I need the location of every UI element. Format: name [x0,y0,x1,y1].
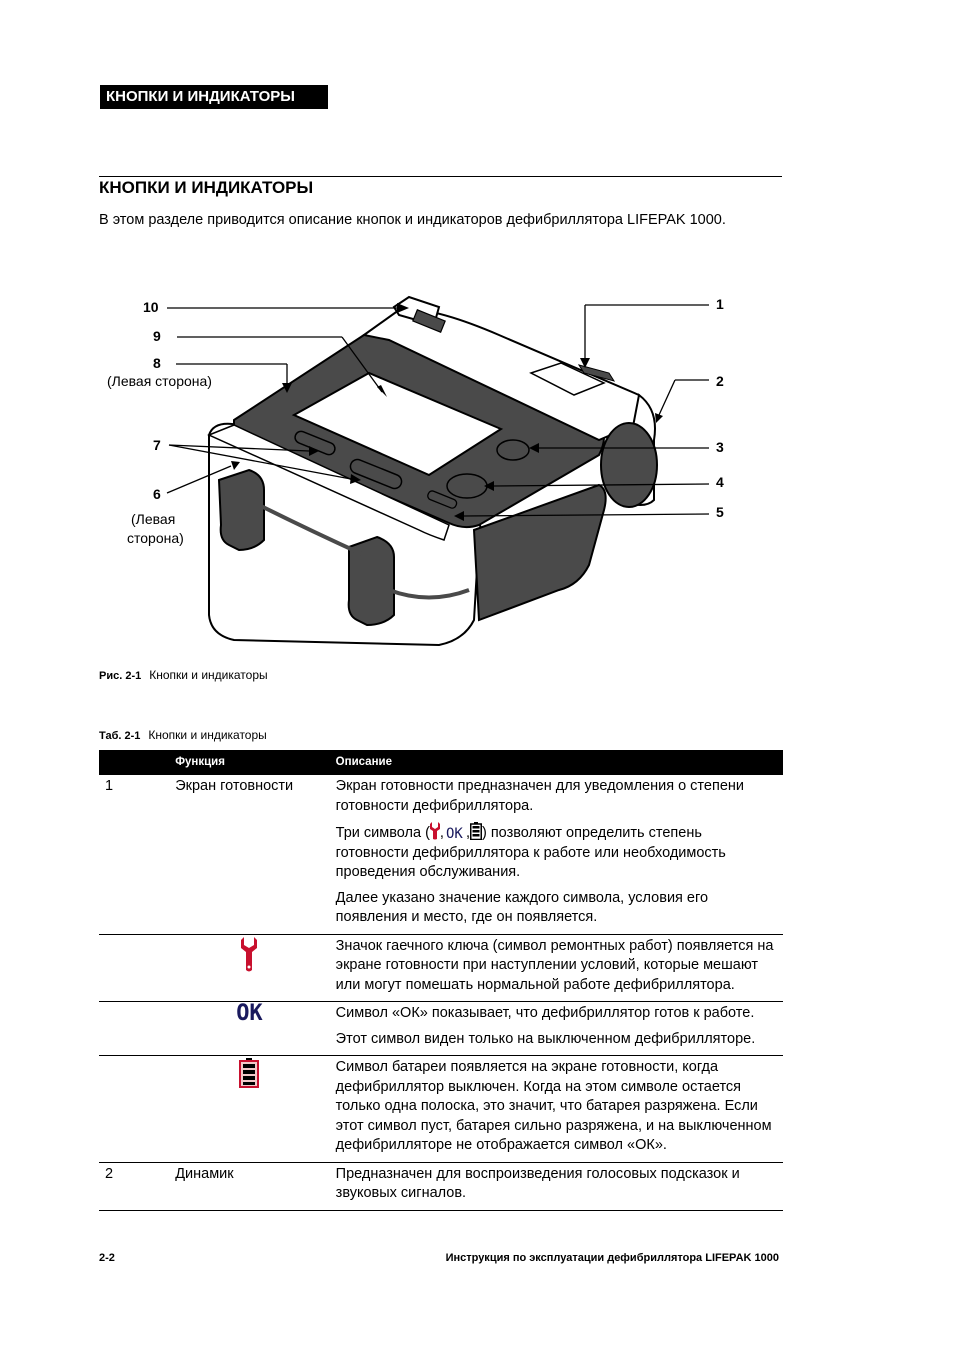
ok-icon [444,824,466,840]
device-figure [99,285,782,655]
table-row [99,1056,783,1163]
button-4 [447,474,487,498]
table-row [99,1162,783,1210]
row2-function: Динамик [169,1162,329,1210]
table-row [99,934,783,1002]
row1-function: Экран готовности [169,775,329,934]
callout-10: 10 [143,299,159,315]
section-rule [99,176,782,177]
row1-para3: Далее указано значение каждого символа, условия его появления и место, где он появляется. [335,889,709,925]
table-caption-number: Таб. 2-1 [99,730,141,742]
header-description: Описание [330,750,783,775]
pad-left [219,470,264,550]
callout-7: 7 [153,437,161,453]
header-tab: КНОПКИ И ИНДИКАТОРЫ [100,85,328,109]
battery-icon [470,822,482,840]
row2-description: Предназначен для воспроизведения голосовых подсказок и звуковых сигналов. [330,1162,783,1210]
ok-row-description [330,1002,783,1056]
wrench-row-icon-cell [169,934,329,1002]
row1-para2-before: Три символа ( [335,825,430,841]
callout-6-side-label-line2: сторона) [127,530,184,546]
callout-8: 8 [153,355,161,371]
table-header-row [99,750,783,775]
row1-para2 [336,822,777,883]
page-number: 2-2 [99,1252,115,1264]
row1-num: 1 [99,775,169,934]
row1-para2-sep2: , [465,825,470,841]
row2-num: 2 [99,1162,169,1210]
table-row [99,775,783,934]
callout-1: 1 [716,296,724,312]
device-illustration [99,285,782,655]
callout-3: 3 [716,439,724,455]
buttons-indicators-table [99,750,783,1211]
intro-text: В этом разделе приводится описание кнопок и индикаторов дефибриллятора LIFEPAK 1000. [99,212,726,228]
callout-8-side-label: (Левая сторона) [107,373,212,389]
figure-caption [99,668,268,682]
wrench-row-description: Значок гаечного ключа (символ ремонтных работ) появляется на экране готовности при наступлении условий, которые мешают или могут помешать нормальной работе дефибриллятора. [330,934,783,1002]
callout-9: 9 [153,328,161,344]
battery-row-num [99,1056,169,1163]
ok-icon: OK [236,1001,263,1026]
ok-row-num [99,1002,169,1056]
speaker-end [601,423,657,507]
callout-6-side-label-line1: (Левая [131,511,176,527]
battery-row-icon-cell [169,1056,329,1163]
table-caption-text: Кнопки и индикаторы [148,728,267,742]
section-title: КНОПКИ И ИНДИКАТОРЫ [99,178,314,197]
callout-5: 5 [716,504,724,520]
button-3 [497,440,529,460]
figure-caption-text: Кнопки и индикаторы [149,668,268,682]
callout-2: 2 [716,373,724,389]
ok-icon-text: OK [445,826,463,840]
wrench-row-num [99,934,169,1002]
wrench-icon [430,822,440,840]
figure-caption-number: Рис. 2-1 [99,670,142,682]
ok-row-para2: Этот символ виден только на выключенном дефибрилляторе. [335,1030,756,1047]
battery-icon [239,1058,259,1088]
callout-4: 4 [716,474,724,490]
row1-description [330,775,783,934]
ok-row-icon-cell [169,1002,329,1056]
row1-para2-sep1: , [439,825,444,841]
document-title: Инструкция по эксплуатации дефибриллятора LIFEPAK 1000 [445,1252,779,1264]
row1-para2-after: ) позволяют определить степень готовности дефибриллятора к работе или необходимость проведения обслуживания. [335,825,726,880]
table-row [99,1002,783,1056]
ok-row-para1: Символ «ОК» показывает, что дефибриллятор готов к работе. [335,1005,755,1021]
table-caption [99,728,267,742]
callout-6: 6 [153,486,161,502]
row1-para1: Экран готовности предназначен для уведомления о степени готовности дефибриллятора. [335,778,744,814]
battery-row-description: Символ батареи появляется на экране готовности, когда дефибриллятор выключен. Когда на этом символе остается только одна полоска, это значит, что батарея разряжена. Если этот символ пуст, батарея сильно разряжена, и на выключенном дефибрилляторе не отображается символ «ОК». [330,1056,783,1163]
wrench-icon [241,937,257,973]
header-num [99,750,169,775]
header-function: Функция [169,750,329,775]
